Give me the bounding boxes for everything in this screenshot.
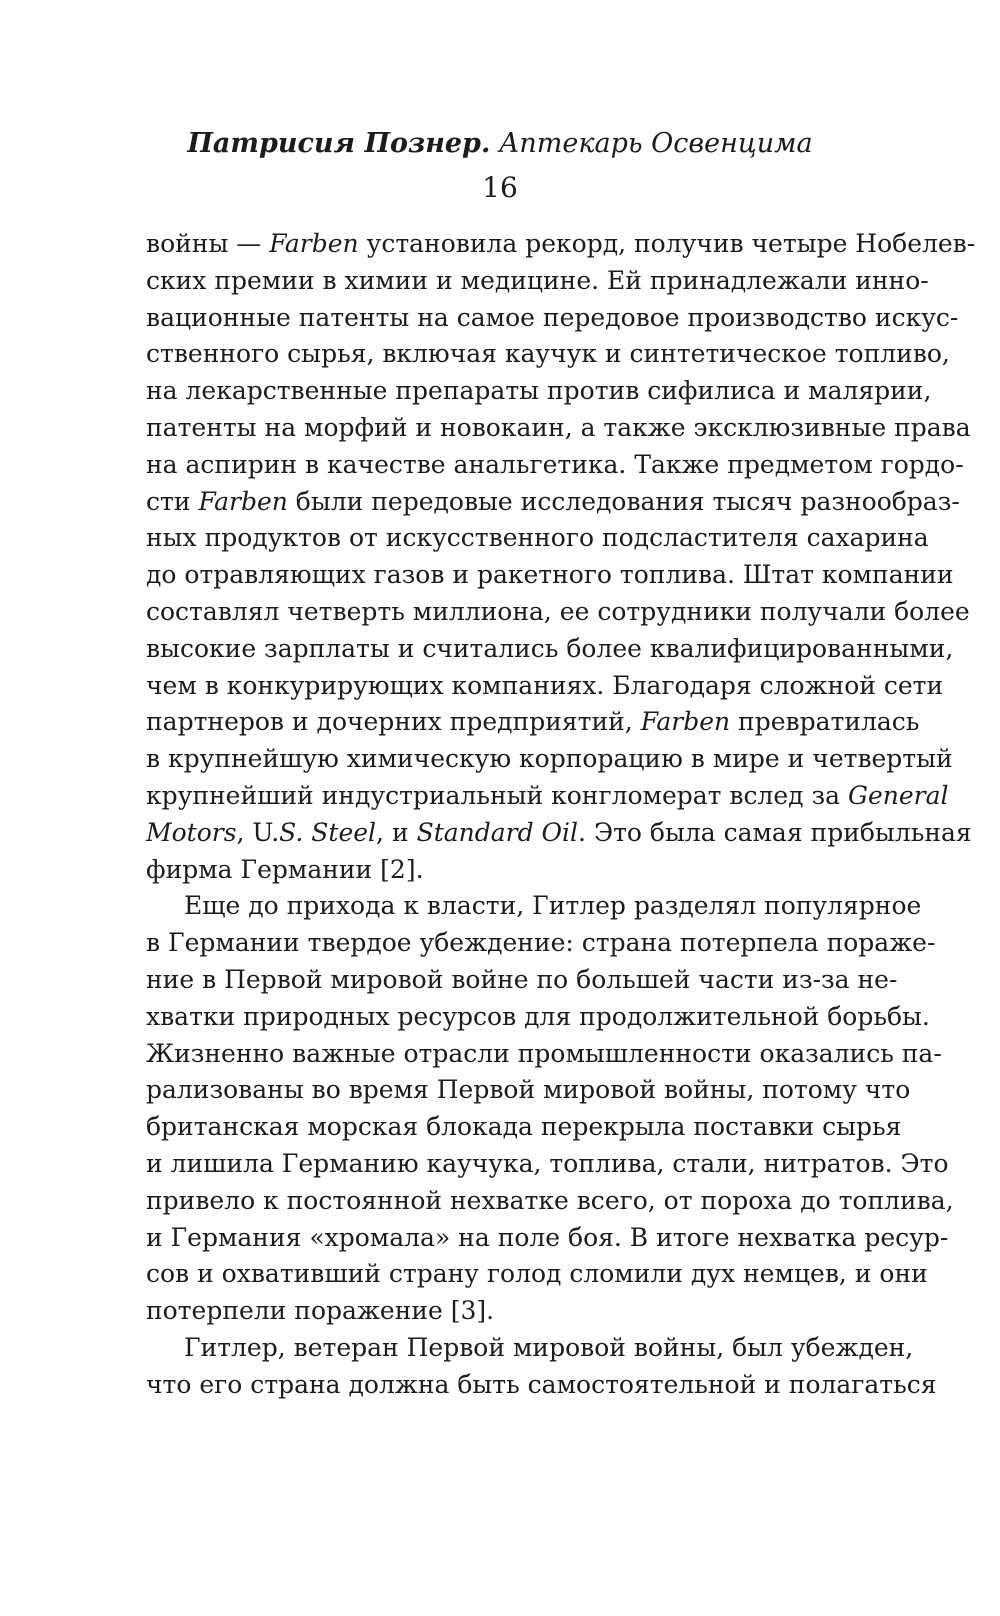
text-segment: , U.: [236, 817, 280, 847]
text-line: [146, 778, 949, 815]
book-title: Аптекарь Освенцима: [498, 128, 813, 159]
text-line: [146, 999, 930, 1036]
text-segment: были передовые исследования тысяч разнообраз-: [287, 486, 960, 516]
text-segment: на аспирин в качестве анальгетика. Также предметом гордо-: [146, 449, 964, 479]
text-line: [146, 1072, 911, 1109]
text-segment: ственного сырья, включая каучук и синтетическое топливо,: [146, 339, 950, 369]
text-segment: чем в конкурирующих компаниях. Благодаря сложной сети: [146, 670, 944, 700]
text-line: [146, 925, 936, 962]
text-line: [146, 226, 976, 263]
text-segment: партнеров и дочерних предприятий,: [146, 707, 641, 737]
text-segment: ние в Первой мировой войне по большей части из-за не-: [146, 964, 898, 994]
running-head: [0, 124, 1000, 164]
page-number: 16: [482, 171, 518, 204]
text-segment: в Германии твердое убеждение: страна потерпела пораже-: [146, 928, 936, 958]
text-segment: что его страна должна быть самостоятельной и полагаться: [146, 1369, 937, 1399]
body-text: [146, 226, 976, 1404]
text-segment: до отравляющих газов и ракетного топлива. Штат компании: [146, 560, 954, 590]
author-name: Патрисия Познер.: [187, 128, 491, 159]
text-line: [146, 631, 954, 668]
text-segment: ных продуктов от искусственного подсластителя сахарина: [146, 523, 929, 553]
text-line: [146, 852, 858, 889]
text-segment: привело к постоянной нехватке всего, от пороха до топлива,: [146, 1185, 954, 1215]
text-line: [146, 1256, 928, 1293]
text-segment: Гитлер, ветеран Первой мировой войны, был убежден,: [184, 1332, 914, 1362]
text-line: [146, 594, 970, 631]
text-line: [146, 484, 960, 521]
italic-segment: General: [848, 780, 949, 810]
text-line: [146, 1293, 858, 1330]
text-segment: высокие зарплаты и считались более квалифицированными,: [146, 633, 954, 663]
text-line: [146, 1109, 902, 1146]
text-line: [146, 668, 944, 705]
text-line: [146, 888, 922, 925]
text-line: [146, 815, 972, 852]
text-segment: и лишила Германию каучука, топлива, стали, нитратов. Это: [146, 1148, 949, 1178]
text-segment: хватки природных ресурсов для продолжительной борьбы.: [146, 1001, 930, 1031]
text-line: [146, 962, 898, 999]
italic-segment: S. Steel: [279, 817, 377, 847]
text-segment: в крупнейшую химическую корпорацию в мире и четвертый: [146, 744, 953, 774]
text-segment: фирма Германии [2].: [146, 854, 424, 884]
text-segment: на лекарственные препараты против сифилиса и малярии,: [146, 376, 932, 406]
italic-segment: Standard Oil: [416, 817, 579, 847]
text-segment: рализованы во время Первой мировой войны, потому что: [146, 1075, 911, 1105]
text-line: [146, 1367, 937, 1404]
text-segment: установила рекорд, получив четыре Нобелев-: [358, 229, 976, 258]
text-segment: Еще до прихода к власти, Гитлер разделял популярное: [184, 891, 922, 921]
text-segment: крупнейший индустриальный конгломерат вслед за: [146, 780, 849, 810]
text-segment: и Германия «хромала» на поле боя. В итоге нехватка ресур-: [146, 1222, 949, 1252]
text-segment: превратилась: [730, 707, 920, 737]
text-segment: войны —: [146, 229, 270, 258]
text-line: [146, 704, 920, 741]
text-line: [146, 1036, 942, 1073]
text-line: [146, 300, 959, 337]
text-segment: . Это была самая прибыльная: [578, 817, 972, 847]
text-segment: потерпели поражение [3].: [146, 1296, 495, 1326]
italic-segment: Motors: [146, 817, 237, 847]
text-line: [146, 1220, 949, 1257]
text-line: [146, 557, 954, 594]
text-line: [146, 263, 929, 300]
text-line: [146, 1330, 914, 1367]
italic-segment: Farben: [198, 486, 288, 516]
text-segment: британская морская блокада перекрыла поставки сырья: [146, 1112, 902, 1142]
text-line: [146, 520, 929, 557]
text-line: [146, 410, 971, 447]
text-segment: , и: [376, 817, 417, 847]
text-segment: ских премии в химии и медицине. Ей принадлежали инно-: [146, 265, 929, 295]
text-segment: сов и охвативший страну голод сломили дух немцев, и они: [146, 1259, 928, 1289]
text-line: [146, 1183, 954, 1220]
text-segment: патенты на морфий и новокаин, а также эксклюзивные права: [146, 412, 971, 442]
text-line: [146, 741, 953, 778]
text-segment: Жизненно важные отрасли промышленности оказались па-: [146, 1038, 942, 1068]
text-line: [146, 336, 950, 373]
italic-segment: Farben: [640, 707, 731, 737]
text-line: [146, 447, 964, 484]
text-segment: составлял четверть миллиона, ее сотрудники получали более: [146, 596, 970, 626]
text-segment: сти: [146, 486, 199, 516]
text-line: [146, 373, 932, 410]
text-segment: вационные патенты на самое передовое производство искус-: [146, 302, 959, 332]
text-line: [146, 1146, 949, 1183]
italic-segment: Farben: [269, 229, 359, 258]
